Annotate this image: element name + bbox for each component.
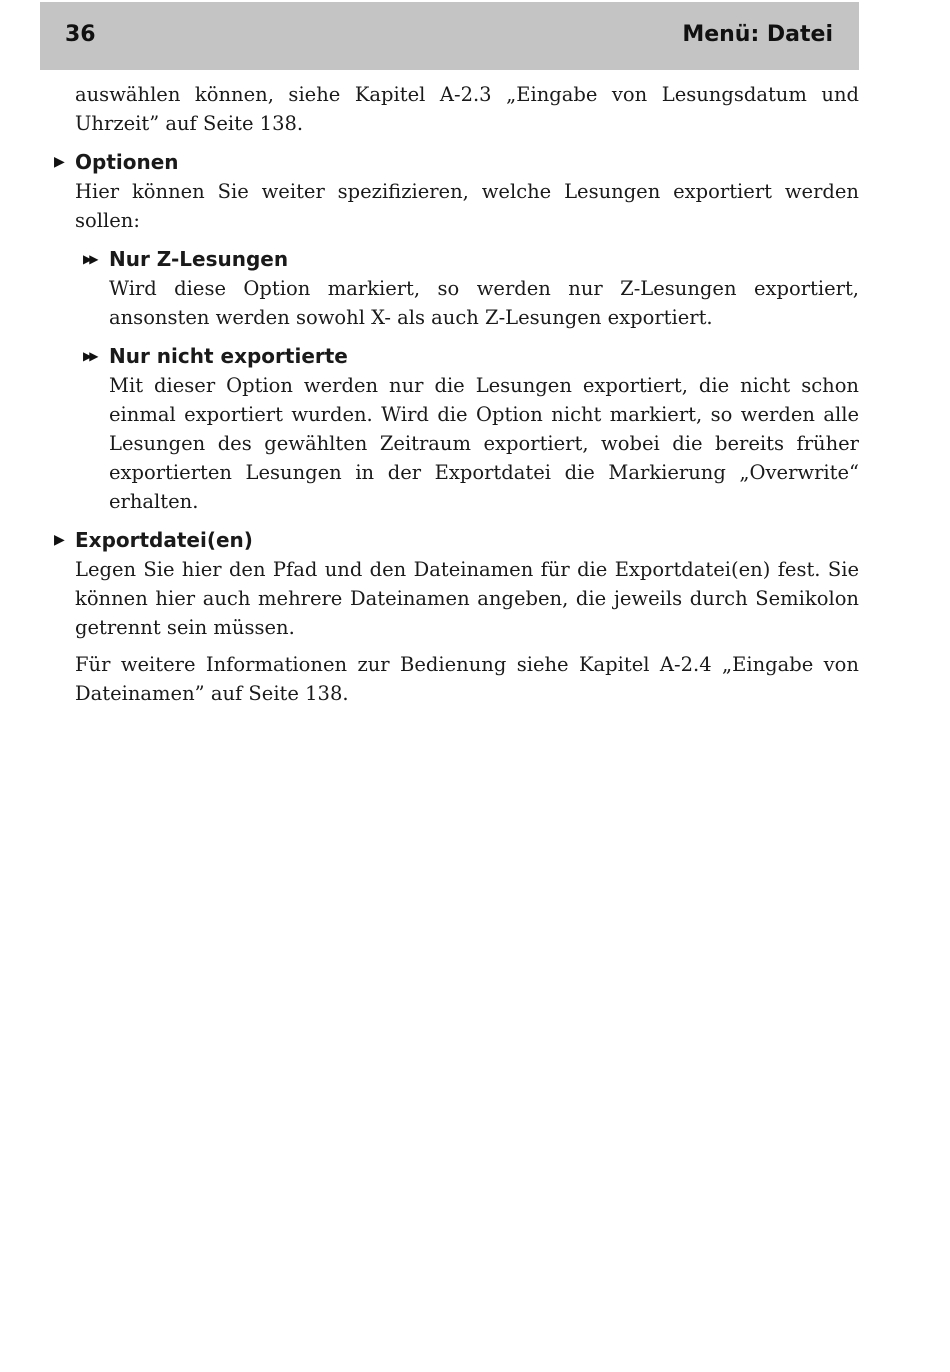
- bullet-triangle-icon: ▶: [54, 154, 65, 170]
- section-heading-label: Exportdatei(en): [75, 528, 253, 552]
- exportdatei-paragraph: Legen Sie hier den Pfad und den Dateinamen für die Exportdatei(en) fest. Sie können hier auch mehrere Dateinamen angeben, die jeweils durch Semikolon getrennt sein müssen.: [75, 558, 859, 639]
- subheading-label: Nur nicht exportierte: [109, 344, 348, 368]
- subheading-nur-nicht-exportierte: [83, 342, 859, 371]
- page-header: [40, 2, 859, 70]
- section-heading-exportdatei: [54, 526, 859, 555]
- bullet-triangle-icon: ▶: [54, 532, 65, 548]
- page-content: [54, 80, 859, 708]
- section-heading-label: Optionen: [75, 150, 179, 174]
- subheading-label: Nur Z-Lesungen: [109, 247, 289, 271]
- double-triangle-icon: ▶▶: [83, 252, 96, 266]
- nur-nicht-exportierte-paragraph: Mit dieser Option werden nur die Lesungen exportiert, die nicht schon einmal exportiert wurden. Wird die Option nicht markiert, so werden alle Lesungen des gewählten Zeitraum exportiert, wobei die bereits früher exportierten Lesungen in der Exportdatei die Markierung „Overwrite“ erhalten.: [109, 374, 859, 513]
- subheading-nur-z-lesungen: [83, 245, 859, 274]
- exportdatei-paragraph-2: Für weitere Informationen zur Bedienung siehe Kapitel A-2.4 „Eingabe von Dateinamen” auf Seite 138.: [75, 653, 859, 705]
- optionen-paragraph: Hier können Sie weiter spezifizieren, welche Lesungen exportiert werden sollen:: [75, 180, 859, 232]
- nur-z-lesungen-paragraph: Wird diese Option markiert, so werden nur Z-Lesungen exportiert, ansonsten werden sowohl X- als auch Z-Lesungen exportiert.: [109, 277, 859, 329]
- double-triangle-icon: ▶▶: [83, 349, 96, 363]
- intro-paragraph: auswählen können, siehe Kapitel A-2.3 „Eingabe von Lesungsdatum und Uhrzeit” auf Seite 138.: [75, 83, 859, 135]
- section-heading-optionen: [54, 148, 859, 177]
- page-number: 36: [65, 22, 96, 47]
- optionen-subsection: [83, 245, 859, 516]
- chapter-title: Menü: Datei: [682, 22, 833, 47]
